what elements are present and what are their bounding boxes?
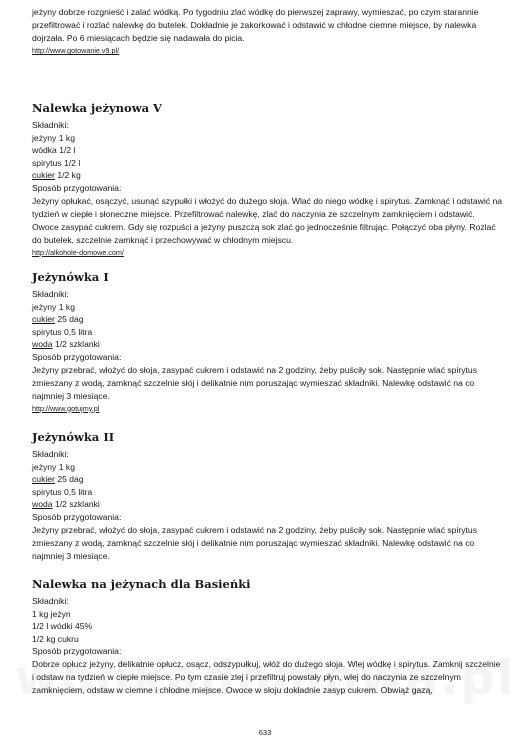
ingredient-link[interactable]: woda <box>32 499 53 510</box>
ingredient-item: 1/2 kg cukru <box>32 633 79 644</box>
recipe-title: Nalewka jeżynowa V <box>32 101 162 115</box>
ingredient-item: wódka 1/2 l <box>32 145 76 156</box>
ingredient-link[interactable]: woda <box>32 339 53 350</box>
method-text: Jeżyny przebrać, włożyć do słoja, zasypać cukrem i odstawić na 2 godziny, żeby puściły sok. Następnie wlać spirytus zmieszany z wodą, zamknąć szczelnie słój i delikatnie nim poruszając wymieszać składniki. Nalewkę odstawić na co najmniej 3 miesiące. <box>32 364 477 401</box>
ingredient-item: jeżyny 1 kg <box>32 132 75 143</box>
ingredient-link[interactable]: cukier <box>32 314 55 325</box>
ingredients-label: Składniki: <box>32 120 69 130</box>
ingredient-item: 1 kg jeżyn <box>32 608 71 619</box>
recipe-section <box>32 577 502 697</box>
method-text: Dobrze opłucz jeżyny, delikatnie opłucz, osącz, odszypułkuj, włóż do dużego słoja. Wlej wódkę i spirytus. Zamknij szczelnie i odstaw na tydzień w ciepłe miejsce. Po tym czasie zlej i przefiltruj powstały płyn, wlej do naczynia ze szczelnym zamknięciem, odstaw w ciemne i chłodne miejsce. Owoce w słoju dokładnie zasyp cukrem. Obwiąż gazą, <box>32 658 501 695</box>
recipe-section <box>32 101 502 258</box>
ingredient-link[interactable]: cukier <box>32 170 55 181</box>
ingredient-link[interactable]: cukier <box>32 474 55 485</box>
method-label: Sposób przygotowania: <box>32 511 122 522</box>
source-link[interactable]: http://www.gotujmy.pl <box>32 403 100 413</box>
recipe-title: Jeżynówka II <box>32 430 115 444</box>
page-number: 633 <box>258 728 272 737</box>
ingredients-label: Składniki: <box>32 449 69 459</box>
ingredient-item: 1/2 l wódki 45% <box>32 621 93 632</box>
ingredient-item: cukier 1/2 kg <box>32 170 81 181</box>
ingredient-item: cukier 25 dag <box>32 314 84 325</box>
method-label: Sposób przygotowania: <box>32 646 122 657</box>
ingredients-label: Składniki: <box>32 289 69 299</box>
ingredient-item: jeżyny 1 kg <box>32 301 75 312</box>
ingredient-item: spirytus 0,5 litra <box>32 486 93 497</box>
ingredient-item: cukier 25 dag <box>32 474 84 485</box>
ingredient-item: spirytus 1/2 l <box>32 157 81 168</box>
recipe-title: Nalewka na jeżynach dla Basieńki <box>32 577 251 591</box>
ingredients-label: Składniki: <box>32 596 69 606</box>
method-label: Sposób przygotowania: <box>32 351 122 362</box>
source-link[interactable]: http://alkohole-domowe.com/ <box>32 247 124 257</box>
intro-text: jeżyny dobrze rozgnieść i zalać wódką. Po tygodniu zlać wódkę do pierwszej zaprawy, wymieszać, po czym starannie przefiltrować i rozlać nalewkę do butelek. Dokładnie je zakorkować i odstawić w chłodne ciemne miejsce, by nalewka dojrzała. Po 6 miesiącach będzie się nadawała do picia. <box>32 7 479 43</box>
source-link[interactable]: http://www.gotowanie.v9.pl/ <box>32 46 120 55</box>
recipe-section <box>32 430 502 563</box>
ingredient-item: woda 1/2 szklanki <box>32 499 100 510</box>
intro-section <box>32 6 502 56</box>
method-label: Sposób przygotowania: <box>32 182 122 193</box>
ingredient-item: jeżyny 1 kg <box>32 461 75 472</box>
recipe-section <box>32 270 502 414</box>
method-text: Jeżyny opłukać, osączyć, usunąć szypułki i włożyć do dużego słoja. Wlać do niego wódkę i spirytus. Zamknąć i odstawić na tydzień w ciepłe i słoneczne miejsce. Przefiltrować nalewkę, zlać do naczynia ze szczelnym zamknięciem i odstawić. Owoce zasypać cukrem. Gdy się rozpuści a jeżyny puszczą sok zlać go jednocześnie filtrując. Połączyć oba płyny. Rozlać do butelek, szczelnie zamknąć i przechowywać w chłodnym miejscu. <box>32 195 503 245</box>
recipe-title: Jeżynówka I <box>32 270 109 284</box>
ingredient-item: woda 1/2 szklanki <box>32 339 100 350</box>
method-text: Jeżyny przebrać, włożyć do słoja, zasypać cukrem i odstawić na 2 godziny, żeby puściły sok. Następnie wlać spirytus zmieszany z wodą, zamknąć szczelnie słój i delikatnie nim poruszając wymieszać składniki. Nalewkę odstawić na co najmniej 3 miesiące. <box>32 524 477 561</box>
ingredient-item: spirytus 0,5 litra <box>32 326 93 337</box>
